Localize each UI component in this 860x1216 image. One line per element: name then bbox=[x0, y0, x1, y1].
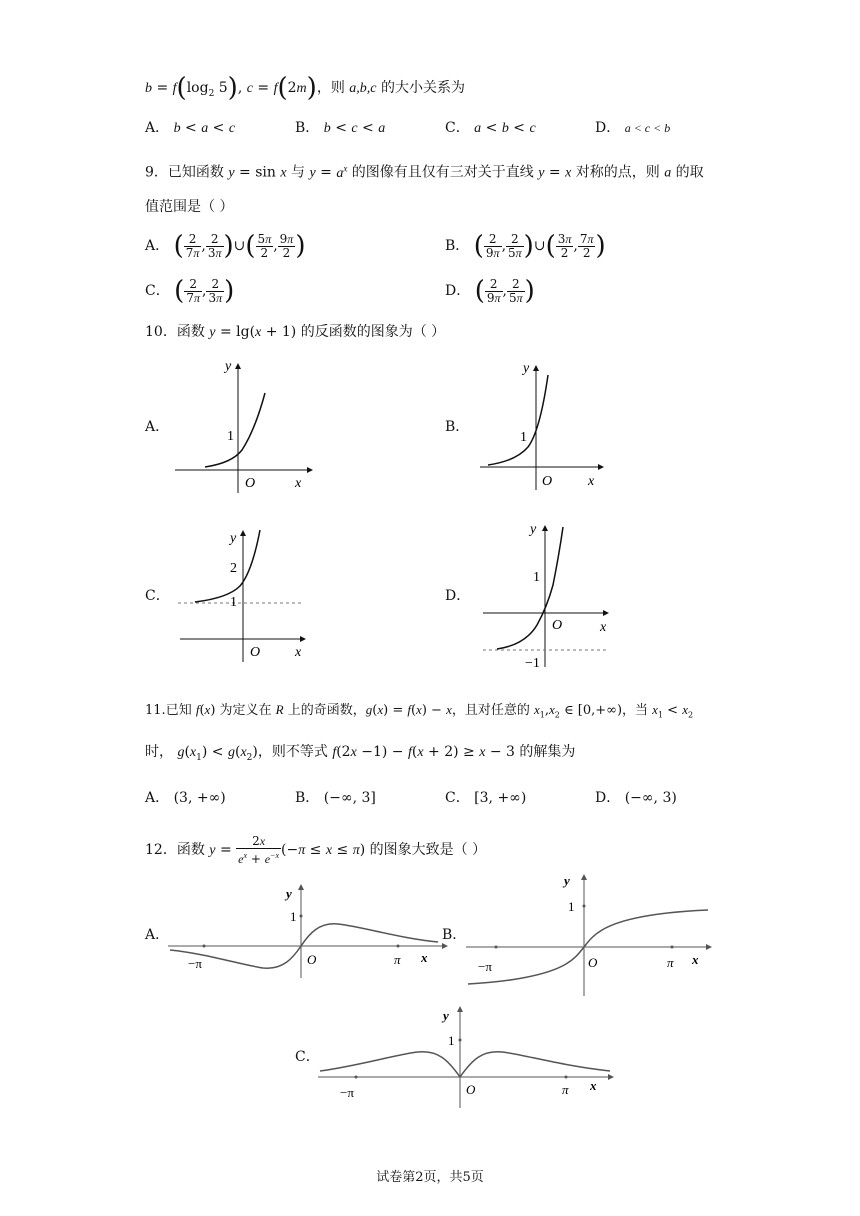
svg-text:π: π bbox=[667, 955, 674, 970]
q11-stem-line2: 时， $g(x_1) < g(x_2)$，则不等式 f(2x −1) − f(x + 2) ≥ x − 3 的解集为 bbox=[145, 744, 576, 763]
svg-text:O: O bbox=[307, 952, 317, 967]
svg-text:O: O bbox=[245, 476, 256, 491]
svg-text:−π: −π bbox=[478, 959, 492, 974]
q12-graph-b[interactable] bbox=[466, 870, 716, 1000]
svg-text:y: y bbox=[225, 359, 232, 374]
svg-text:1: 1 bbox=[568, 899, 575, 914]
svg-text:x: x bbox=[590, 1078, 597, 1093]
svg-text:1: 1 bbox=[520, 430, 527, 445]
svg-text:π: π bbox=[394, 952, 401, 967]
q11-option-a[interactable]: A． (3, +∞) bbox=[145, 790, 226, 806]
svg-text:1: 1 bbox=[230, 595, 237, 610]
q8-option-c[interactable]: C． a < b < c bbox=[445, 120, 536, 136]
q11-option-b[interactable]: B． (−∞, 3] bbox=[295, 790, 376, 806]
svg-text:−π: −π bbox=[340, 1085, 354, 1100]
q10-stem: 10．函数 y = lg(x + 1) 的反函数的图象为（ ） bbox=[145, 324, 446, 340]
svg-text:π: π bbox=[562, 1082, 569, 1097]
svg-text:y: y bbox=[523, 361, 530, 376]
svg-text:1: 1 bbox=[533, 570, 540, 585]
q12-graph-c[interactable] bbox=[318, 1002, 618, 1112]
q8-condition-line: $b = f(\log_2$ 5), c = f(2m)，则 a,b,c 的大小关系为 bbox=[145, 73, 465, 103]
q12-option-c-label[interactable]: C． bbox=[295, 1049, 320, 1065]
q9-option-b[interactable]: B． ( $\frac{2}{9\pi}$ , $\frac{2}{5\pi}$ )∪( $\frac{3\pi}{2}$ , $\frac{7\pi}{2}$ ) bbox=[445, 231, 606, 261]
q8-option-a[interactable]: A． b < a < c bbox=[145, 120, 236, 136]
svg-text:x: x bbox=[600, 620, 607, 635]
svg-text:1: 1 bbox=[290, 909, 297, 924]
q10-graph-d[interactable] bbox=[475, 515, 625, 670]
q11-option-d[interactable]: D． (−∞, 3) bbox=[595, 790, 677, 806]
q12-stem: 12．函数 y = $\frac{2x}{e^x + e^{-x}}$ (−π ≤ x ≤ π) 的图象大致是（ ） bbox=[145, 833, 487, 866]
svg-text:x: x bbox=[588, 474, 595, 489]
svg-text:O: O bbox=[552, 618, 563, 633]
q9-option-a[interactable]: A． ( $\frac{2}{7\pi}$ , $\frac{2}{3\pi}$ )∪( $\frac{5\pi}{2}$ , $\frac{9\pi}{2}$ ) bbox=[145, 231, 306, 261]
q11-option-c[interactable]: C． [3, +∞) bbox=[445, 790, 527, 806]
q12-option-a-label[interactable]: A． bbox=[145, 927, 170, 943]
svg-text:O: O bbox=[466, 1082, 476, 1097]
q10-option-b-label[interactable]: B． bbox=[445, 419, 470, 435]
svg-text:2: 2 bbox=[230, 561, 237, 576]
svg-text:−π: −π bbox=[188, 956, 202, 971]
svg-text:y: y bbox=[564, 873, 570, 888]
svg-text:y: y bbox=[443, 1008, 449, 1023]
q10-option-d-label[interactable]: D． bbox=[445, 588, 471, 604]
svg-text:x: x bbox=[692, 952, 699, 967]
svg-text:1: 1 bbox=[227, 429, 234, 444]
q9-option-d[interactable]: D． ( $\frac{2}{9\pi}$ , $\frac{2}{5\pi}$ ) bbox=[445, 276, 535, 306]
svg-text:1: 1 bbox=[448, 1033, 455, 1048]
svg-text:O: O bbox=[542, 474, 553, 489]
q10-graph-c[interactable] bbox=[170, 522, 320, 662]
q10-graph-b[interactable] bbox=[470, 355, 620, 495]
svg-text:O: O bbox=[588, 955, 598, 970]
q9-stem-line2: 值范围是（ ） bbox=[145, 199, 234, 215]
page-footer: 试卷第2页，共5页 bbox=[376, 1170, 484, 1185]
q10-graph-a[interactable] bbox=[170, 355, 320, 495]
q9-option-c[interactable]: C． ( $\frac{2}{7\pi}$ , $\frac{2}{3\pi}$ ) bbox=[145, 276, 235, 306]
q11-stem-line1: 11.已知 f(x) 为定义在 R 上的奇函数，g(x) = f(x) − x，且对任意的 $x_1,x_2$ ∈ [0,+∞)，当 $x_1 < x_2$ bbox=[145, 702, 694, 720]
q12-graph-a[interactable] bbox=[168, 880, 450, 980]
svg-text:x: x bbox=[421, 950, 428, 965]
svg-text:x: x bbox=[295, 645, 302, 660]
svg-text:y: y bbox=[230, 531, 237, 546]
svg-text:x: x bbox=[295, 476, 302, 491]
q10-option-a-label[interactable]: A． bbox=[145, 419, 170, 435]
q8-option-d[interactable]: D． a < c < b bbox=[595, 120, 671, 136]
svg-text:y: y bbox=[286, 886, 292, 901]
q8-option-b[interactable]: B． b < c < a bbox=[295, 120, 386, 136]
q12-option-b-label[interactable]: B． bbox=[442, 927, 467, 943]
q10-option-c-label[interactable]: C． bbox=[145, 588, 170, 604]
q9-stem-line1: 9．已知函数 y = sin x 与 $y = a^x$ 的图像有且仅有三对关于直线 y = x 对称的点，则 a 的取 bbox=[145, 163, 704, 181]
svg-text:y: y bbox=[530, 522, 537, 537]
svg-text:O: O bbox=[250, 645, 261, 660]
svg-text:−1: −1 bbox=[525, 656, 540, 671]
